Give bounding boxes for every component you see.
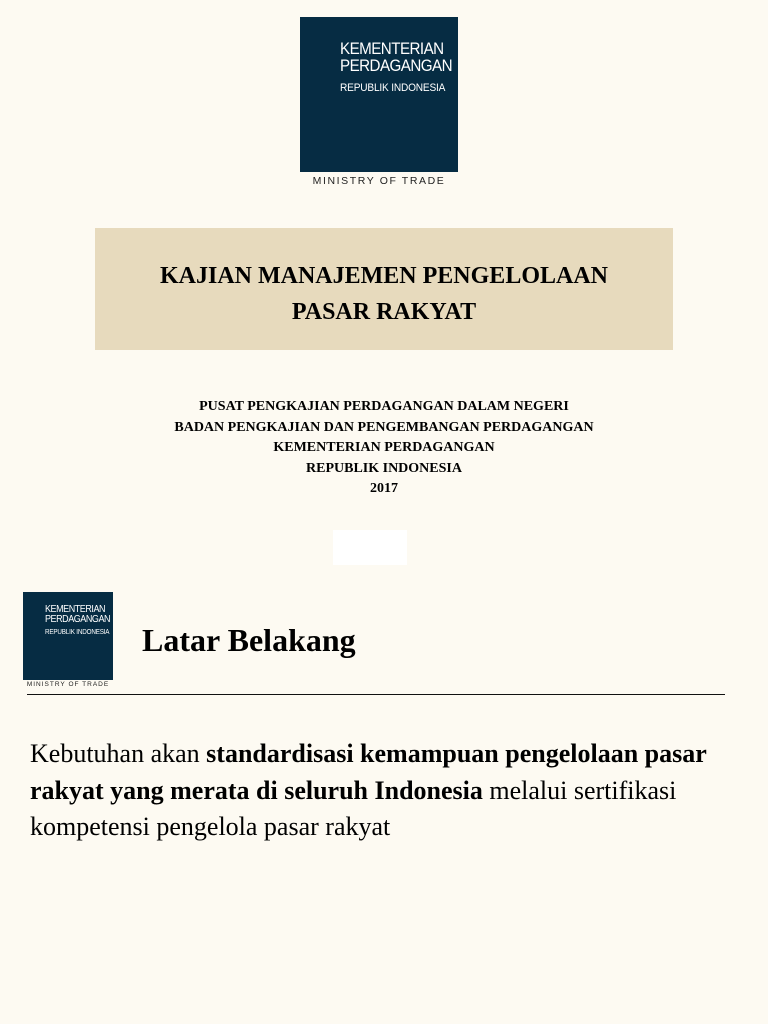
logo-line-kementerian: KEMENTERIAN: [340, 40, 444, 58]
title-line-2: PASAR RAKYAT: [291, 299, 477, 325]
logo-line-perdagangan: PERDAGANGAN: [340, 57, 453, 75]
heading-divider: [27, 694, 725, 695]
logo-line-perdagangan: PERDAGANGAN: [45, 614, 111, 625]
publication-year: 2017: [370, 481, 398, 496]
logo-box: [300, 17, 458, 172]
background-paragraph: [30, 736, 740, 846]
logo-line-republik: REPUBLIK INDONESIA: [45, 629, 110, 636]
logo-line-kementerian: KEMENTERIAN: [45, 604, 106, 615]
institution-block: [0, 397, 768, 500]
logo-caption-small: MINISTRY OF TRADE: [26, 681, 110, 688]
title-box: [95, 228, 673, 350]
blank-patch: [333, 530, 407, 565]
institution-line-2: BADAN PENGKAJIAN DAN PENGEMBANGAN PERDAGANGAN: [174, 419, 594, 435]
institution-line-4: REPUBLIK INDONESIA: [306, 460, 462, 476]
logo-line-republik: REPUBLIK INDONESIA: [340, 82, 446, 94]
institution-line-1: PUSAT PENGKAJIAN PERDAGANGAN DALAM NEGERI: [199, 399, 569, 414]
logo-box-small: [23, 592, 113, 680]
ministry-logo: [300, 17, 458, 187]
institution-line-3: KEMENTERIAN PERDAGANGAN: [273, 440, 495, 455]
body-text-emphasis: standardisasi kemampuan pengelolaan pasar rakyat yang merata di seluruh Indonesia: [30, 739, 707, 805]
logo-caption: MINISTRY OF TRADE: [312, 175, 446, 187]
body-text-intro: Kebutuhan akan: [30, 739, 207, 768]
section-heading: Latar Belakang: [142, 622, 356, 658]
title-line-1: KAJIAN MANAJEMEN PENGELOLAAN: [159, 263, 608, 289]
body-text-rest: melalui sertifikasi kompetensi pengelola pasar rakyat: [30, 775, 677, 841]
ministry-logo-small: [23, 592, 113, 688]
